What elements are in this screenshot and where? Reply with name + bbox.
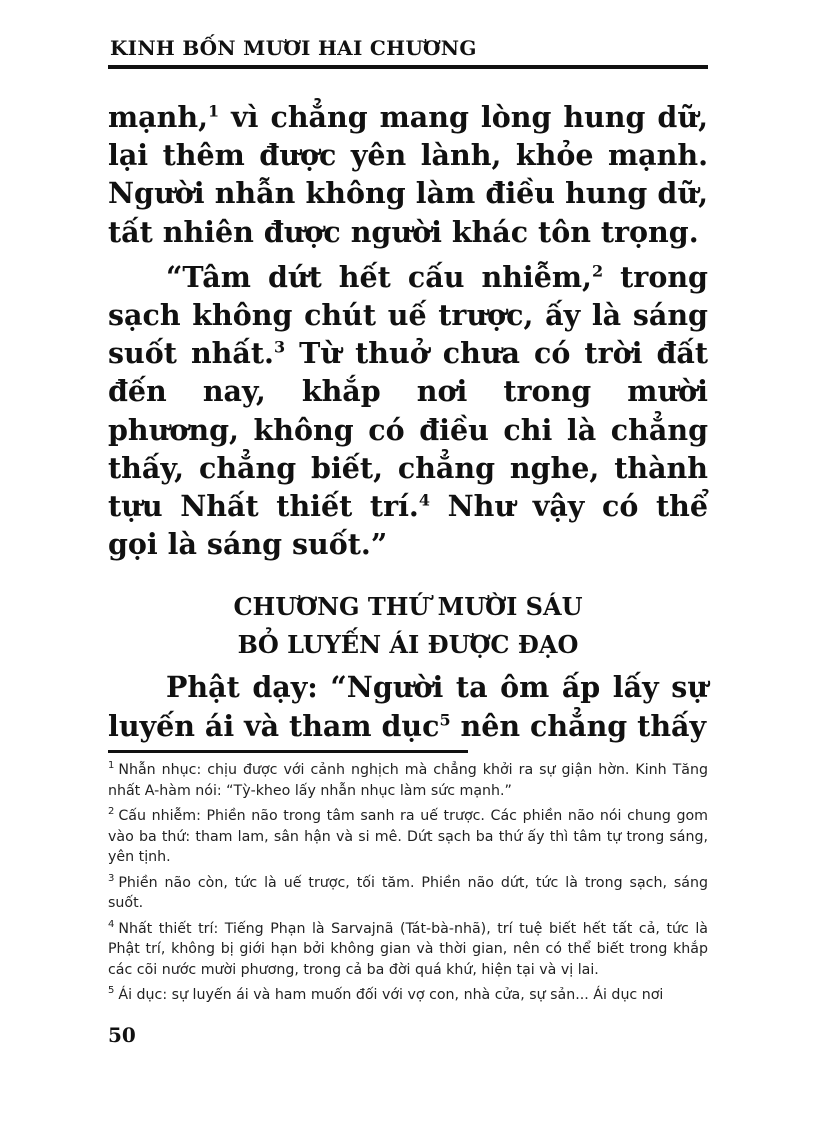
running-title: KINH BỐN MƯƠI HAI CHƯƠNG bbox=[110, 36, 477, 60]
footnote-number: 5 bbox=[108, 985, 115, 997]
footnote-text: Ái dục: sự luyến ái và ham muốn đối với vợ con, nhà cửa, sự sản... Ái dục nơi bbox=[118, 987, 664, 1003]
text-run: Phật dạy: “Người ta ôm ấp lấy sự luyến ái và tham dục bbox=[108, 670, 708, 743]
footnote-ref-1: 1 bbox=[208, 101, 220, 121]
footnote-ref-2: 2 bbox=[591, 261, 604, 281]
header-rule bbox=[108, 65, 708, 69]
chapter-title: BỎ LUYẾN ÁI ĐƯỢC ĐẠO bbox=[237, 630, 579, 660]
footnote-text: Nhất thiết trí: Tiếng Phạn là Sarvajnã (Tát-bà-nhã), trí tuệ biết hết tất cả, tức là Phật trí, không bị giới hạn bởi không gian và thời gian, nên có thể biết trong khắp các cõi nước mười phương, trong cả ba đời quá khứ, hiện tại và vị lai. bbox=[108, 920, 708, 978]
footnotes bbox=[108, 760, 708, 1011]
text-run: trong sạch không chút uế trược, ấy là sáng suốt nhất. bbox=[108, 259, 708, 371]
paragraph-3 bbox=[108, 668, 708, 744]
text-run: Như vậy có thể gọi là sáng suốt.” bbox=[108, 489, 708, 562]
footnote-number: 4 bbox=[108, 918, 115, 930]
footnote-rule bbox=[108, 750, 468, 753]
footnote bbox=[108, 760, 708, 801]
chapter-number: CHƯƠNG THỨ MƯỜI SÁU bbox=[233, 592, 583, 622]
footnote bbox=[108, 873, 708, 914]
footnote-ref-4: 4 bbox=[418, 490, 430, 510]
text-run: vì chẳng mang lòng hung dữ, lại thêm được yên lành, khỏe mạnh. Người nhẫn không làm điều hung dữ, tất nhiên được người khác tôn trọng. bbox=[108, 100, 708, 249]
main-text bbox=[108, 98, 708, 745]
footnote bbox=[108, 985, 708, 1006]
text-run: Từ thuở chưa có trời đất đến nay, khắp nơi trong mười phương, không có điều chi là chẳng thấy, chẳng biết, chẳng nghe, thành tựu Nhất thiết trí. bbox=[108, 336, 709, 524]
text-run: nên chẳng thấy bbox=[450, 708, 707, 743]
footnote bbox=[108, 806, 708, 868]
text-run: mạnh, bbox=[108, 100, 208, 134]
footnote-ref-3: 3 bbox=[273, 337, 286, 357]
chapter-heading bbox=[108, 588, 708, 664]
footnote-ref-5: 5 bbox=[439, 710, 451, 730]
footnote-text: Nhẫn nhục: chịu được với cảnh nghịch mà chẳng khởi ra sự giận hờn. Kinh Tăng nhất A-hàm nói: “Tỳ-kheo lấy nhẫn nhục làm sức mạnh.” bbox=[108, 762, 708, 799]
footnote-number: 2 bbox=[108, 806, 115, 818]
footnote-text: Cấu nhiễm: Phiền não trong tâm sanh ra uế trược. Các phiền não nói chung gom vào ba thứ: tham lam, sân hận và si mê. Dứt sạch ba thứ ấy thì tâm tự trong sáng, yên tịnh. bbox=[108, 808, 708, 865]
paragraph-2 bbox=[108, 258, 708, 564]
footnote-number: 3 bbox=[108, 872, 115, 884]
footnote bbox=[108, 919, 708, 981]
text-run: “Tâm dứt hết cấu nhiễm, bbox=[166, 259, 592, 294]
paragraph-1 bbox=[108, 98, 708, 251]
page-number: 50 bbox=[108, 1023, 136, 1047]
footnote-number: 1 bbox=[108, 760, 115, 772]
footnote-text: Phiền não còn, tức là uế trược, tối tăm. Phiền não dứt, tức là trong sạch, sáng suốt. bbox=[108, 874, 708, 911]
